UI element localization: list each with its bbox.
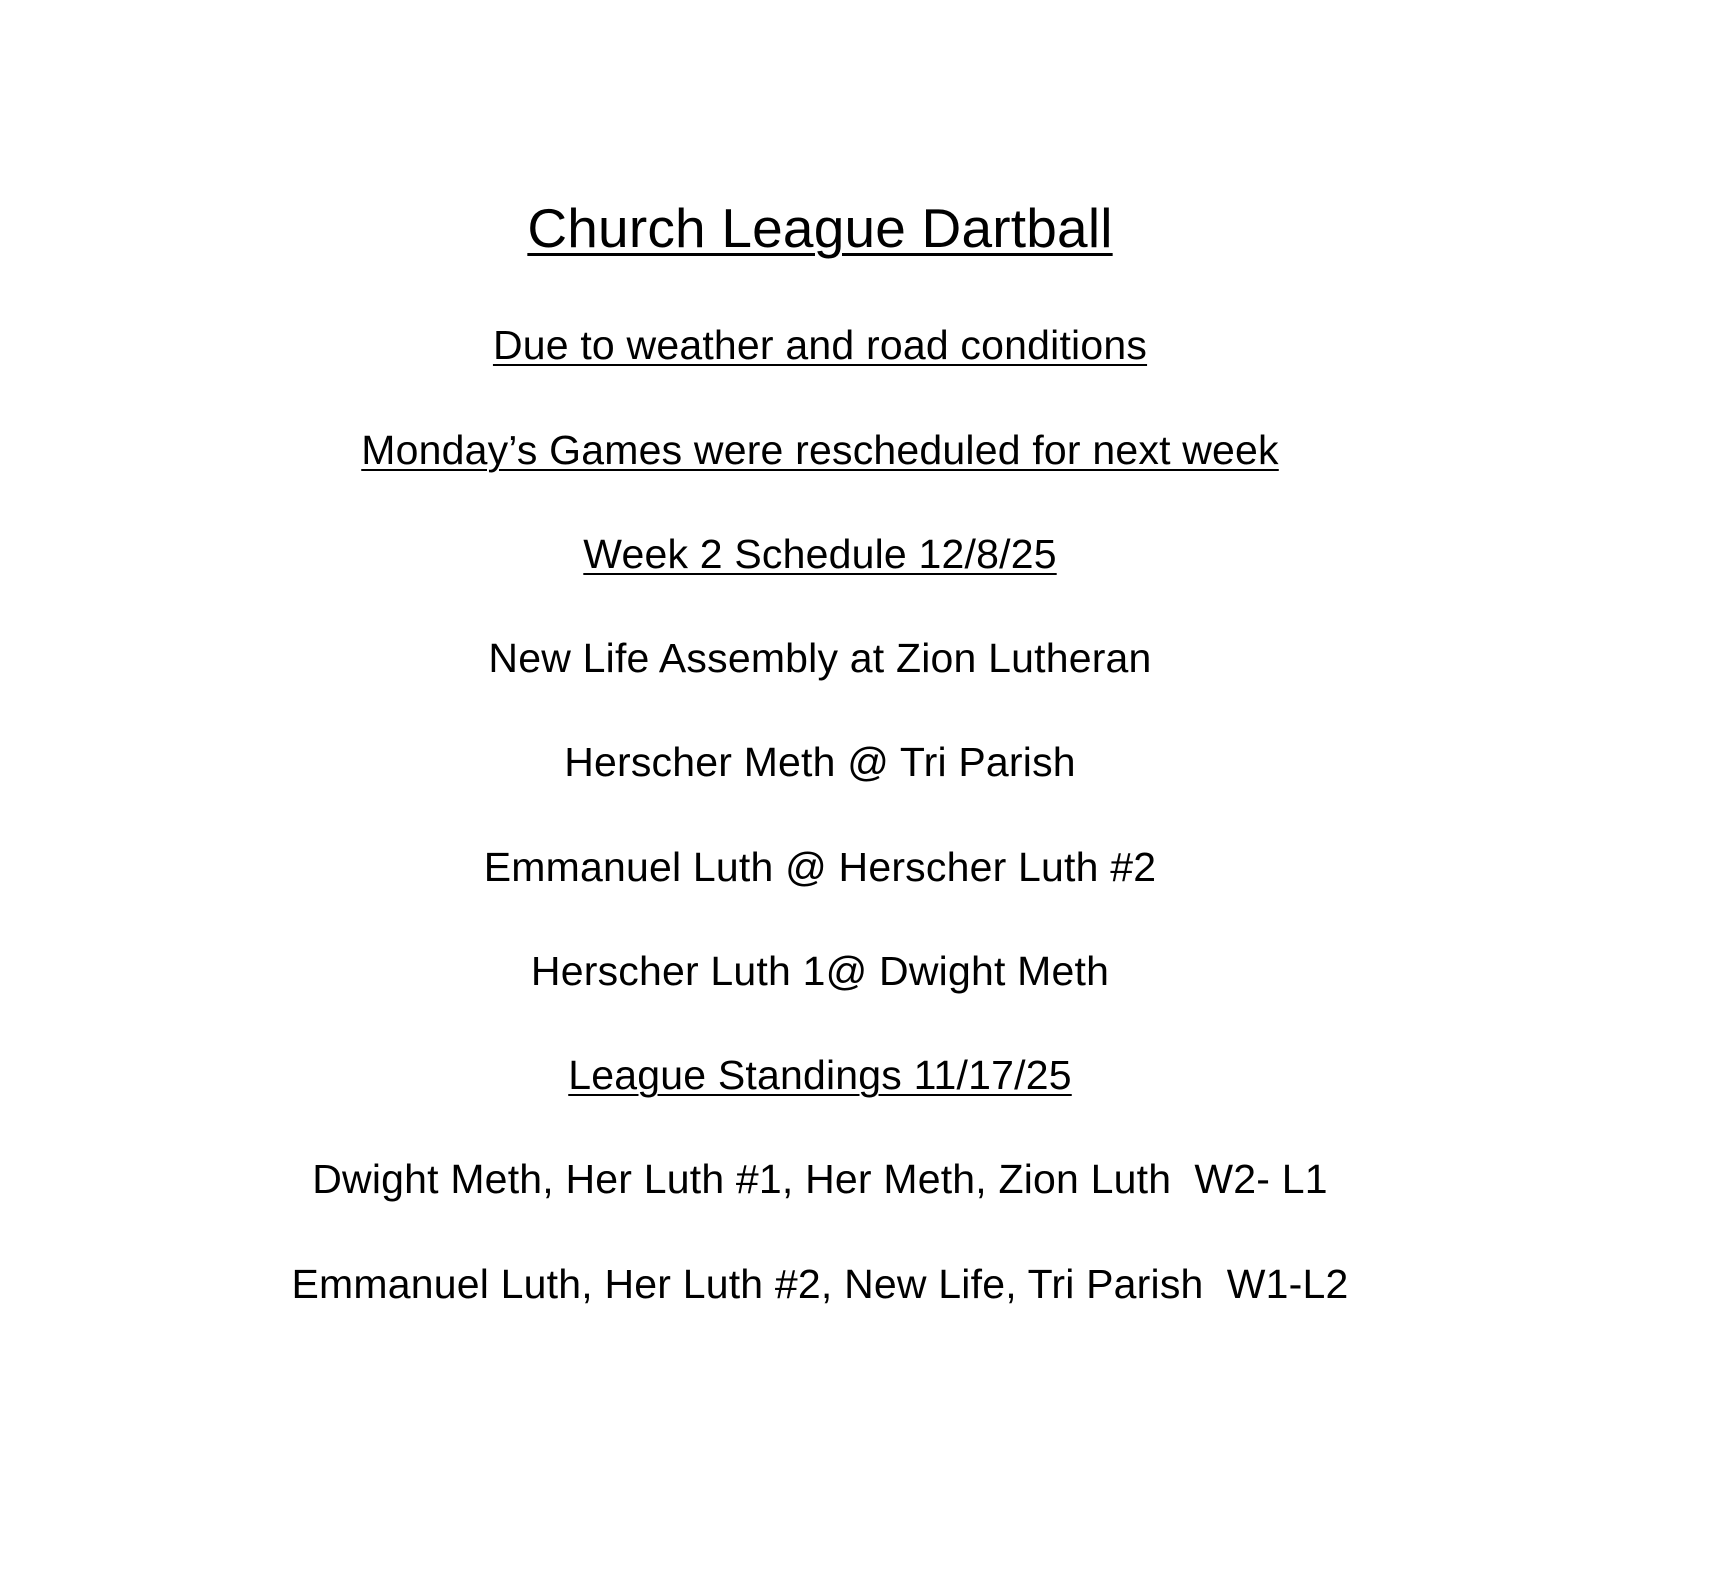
notice-line-1: Due to weather and road conditions xyxy=(492,322,1148,368)
game-item: Herscher Meth @ Tri Parish xyxy=(564,739,1076,785)
game-item: Emmanuel Luth @ Herscher Luth #2 xyxy=(483,844,1157,890)
standings-heading: League Standings 11/17/25 xyxy=(568,1052,1072,1098)
game-item: New Life Assembly at Zion Lutheran xyxy=(488,635,1152,681)
schedule-heading: Week 2 Schedule 12/8/25 xyxy=(583,531,1057,577)
notice-line-2: Monday’s Games were rescheduled for next week xyxy=(361,427,1279,473)
standings-row: Dwight Meth, Her Luth #1, Her Meth, Zion Luth W2- L1 xyxy=(312,1156,1328,1202)
standings-row: Emmanuel Luth, Her Luth #2, New Life, Tri Parish W1-L2 xyxy=(291,1261,1349,1307)
document-title: Church League Dartball xyxy=(527,197,1113,259)
game-item: Herscher Luth 1@ Dwight Meth xyxy=(530,948,1110,994)
